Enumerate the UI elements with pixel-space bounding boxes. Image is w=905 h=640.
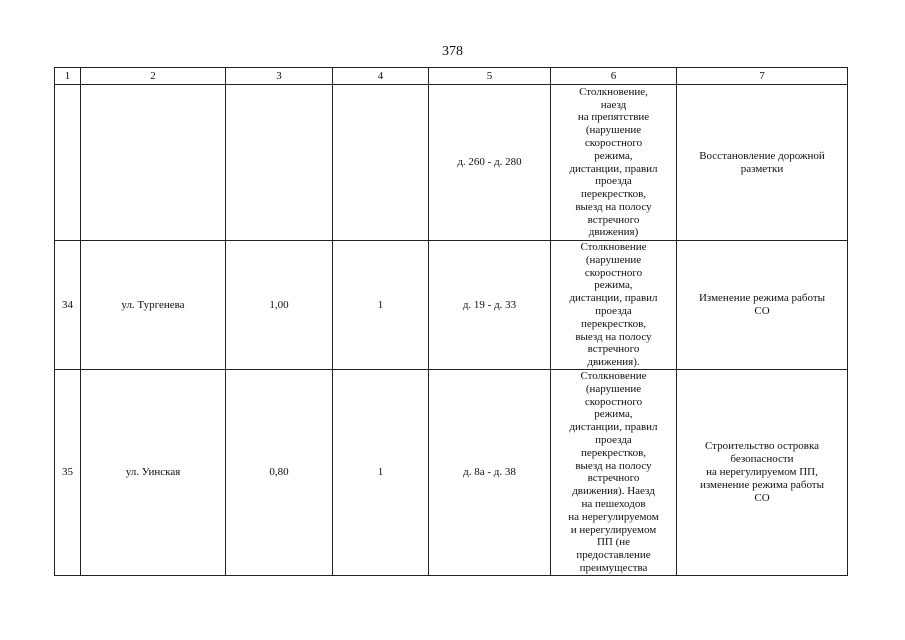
row-number: 34 bbox=[55, 241, 81, 370]
street-name bbox=[81, 85, 226, 241]
street-name: ул. Уинская bbox=[81, 369, 226, 575]
planned-measures: Строительство островка безопасности на нерегулируемом ПП, изменение режима работы СО bbox=[677, 369, 848, 575]
incident-type: Столкновение (нарушение скоростного режима, дистанции, правил проезда перекрестков, выезд на полосу встречного движения). bbox=[551, 241, 677, 370]
header-cell: 1 bbox=[55, 68, 81, 85]
house-range: д. 260 - д. 280 bbox=[429, 85, 551, 241]
header-cell: 3 bbox=[226, 68, 333, 85]
street-name: ул. Тургенева bbox=[81, 241, 226, 370]
row-number bbox=[55, 85, 81, 241]
incident-count bbox=[333, 85, 429, 241]
planned-measures: Изменение режима работы СО bbox=[677, 241, 848, 370]
planned-measures: Восстановление дорожной разметки bbox=[677, 85, 848, 241]
page-number: 378 bbox=[442, 44, 463, 59]
header-cell: 2 bbox=[81, 68, 226, 85]
section-length bbox=[226, 85, 333, 241]
incident-type: Столкновение, наезд на препятствие (нарушение скоростного режима, дистанции, правил проезда перекрестков, выезд на полосу встречного движения) bbox=[551, 85, 677, 241]
header-cell: 7 bbox=[677, 68, 848, 85]
section-length: 1,00 bbox=[226, 241, 333, 370]
incident-type: Столкновение (нарушение скоростного режима, дистанции, правил проезда перекрестков, выезд на полосу встречного движения). Наезд на пешеходов на нерегулируемом и нерегулируемом ПП (не предоставление преимущества bbox=[551, 369, 677, 575]
house-range: д. 19 - д. 33 bbox=[429, 241, 551, 370]
table-row bbox=[55, 369, 848, 575]
table-header-row bbox=[55, 68, 848, 85]
section-length: 0,80 bbox=[226, 369, 333, 575]
header-cell: 6 bbox=[551, 68, 677, 85]
row-number: 35 bbox=[55, 369, 81, 575]
data-table bbox=[54, 67, 848, 576]
table-row bbox=[55, 241, 848, 370]
incident-count: 1 bbox=[333, 369, 429, 575]
incident-count: 1 bbox=[333, 241, 429, 370]
header-cell: 4 bbox=[333, 68, 429, 85]
header-cell: 5 bbox=[429, 68, 551, 85]
table-row bbox=[55, 85, 848, 241]
house-range: д. 8а - д. 38 bbox=[429, 369, 551, 575]
